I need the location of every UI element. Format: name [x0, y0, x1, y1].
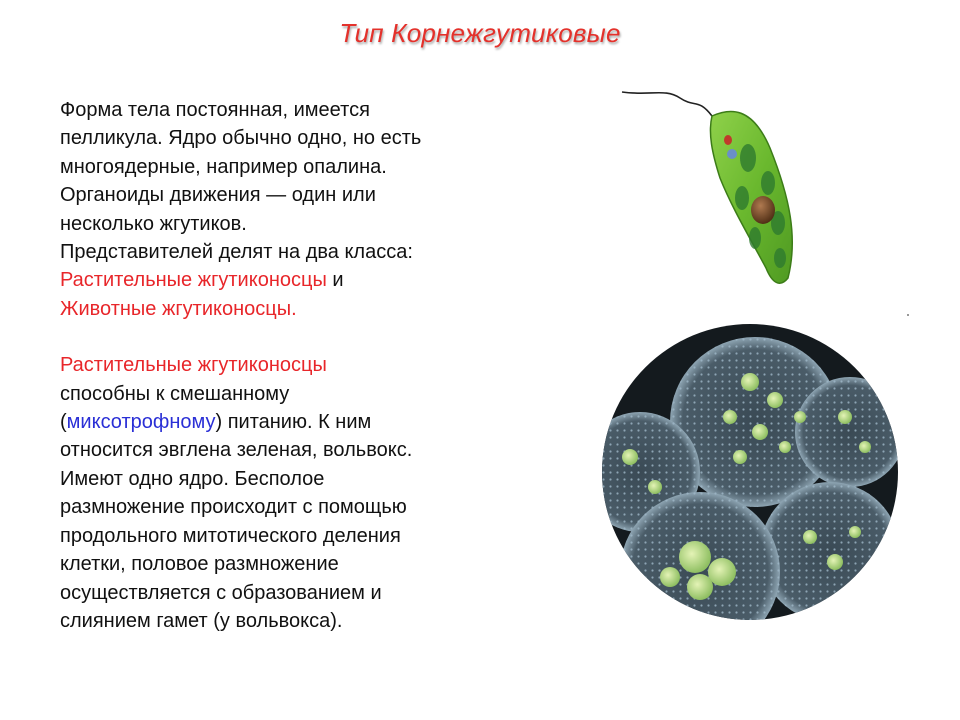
volvox-illustration [600, 322, 900, 622]
euglena-illustration [620, 88, 810, 293]
slide-body [60, 96, 530, 635]
body-line: пелликула. Ядро обычно одно, но есть [60, 127, 422, 150]
body-line: относится эвглена зеленая, вольвокс. [60, 439, 413, 462]
body-line: многоядерные, например опалина. [60, 155, 387, 178]
body-line [60, 266, 530, 294]
class-plant-flagellates: Растительные жгутиконосцы [60, 269, 327, 292]
body-line: несколько жгутиков. [60, 212, 247, 235]
body-line: Имеют одно ядро. Бесполое [60, 467, 325, 490]
body-line: слиянием гамет (у вольвокса). [60, 609, 343, 632]
body-line [60, 351, 530, 379]
paragraph-gap [60, 323, 530, 351]
paren-rest: ) питанию. К ним [215, 411, 372, 434]
body-line [60, 295, 530, 323]
mixotrophic-term: миксотрофному [66, 411, 216, 434]
conjunction: и [326, 269, 344, 292]
paren-open: ( [60, 411, 67, 434]
stray-dot [907, 314, 909, 316]
body-line: Представителей делят на два класса: [60, 241, 413, 264]
body-line: клетки, половое размножение [60, 553, 339, 576]
body-line [60, 408, 530, 436]
plant-flagellates-heading: Растительные жгутиконосцы [60, 354, 327, 377]
body-line: Органоиды движения — один или [60, 184, 376, 207]
class-animal-flagellates: Животные жгутиконосцы. [60, 297, 297, 320]
body-line: Форма тела постоянная, имеется [60, 99, 370, 121]
body-line: осуществляется с образованием и [60, 581, 382, 604]
body-line: продольного митотического деления [60, 524, 401, 547]
body-line: способны к смешанному [60, 382, 290, 405]
slide-title: Тип Корнежгутиковые [339, 18, 621, 48]
body-line: размножение происходит с помощью [60, 496, 407, 519]
